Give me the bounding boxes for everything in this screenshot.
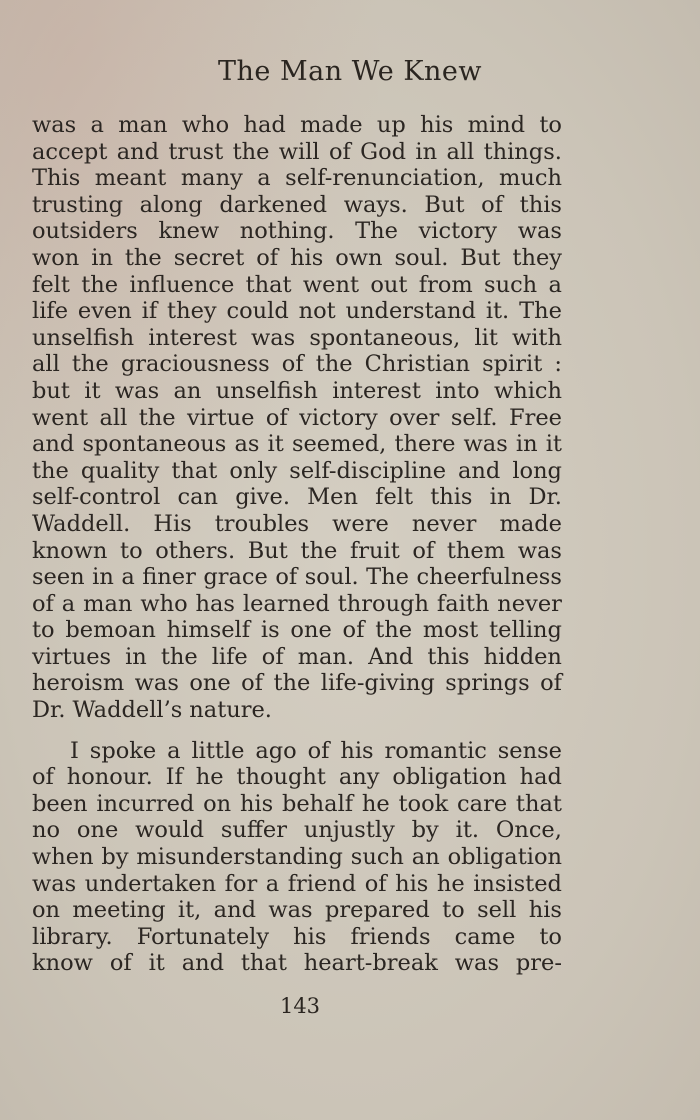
word: life [211, 643, 248, 670]
word: and [181, 950, 224, 977]
paragraph-gap [32, 724, 562, 738]
text-line [32, 165, 562, 192]
word: was [251, 324, 296, 351]
text-line [32, 897, 562, 924]
text-line [32, 738, 562, 765]
word: he [195, 764, 224, 791]
text-line [32, 139, 562, 166]
word: meant [94, 165, 167, 192]
page-number: 143 [279, 994, 321, 1018]
word: of [109, 950, 132, 977]
word: one [76, 817, 119, 844]
text-line [32, 192, 562, 219]
word: of [32, 590, 54, 617]
word: the [375, 617, 413, 644]
word: he [436, 870, 465, 897]
word: was [463, 431, 508, 458]
word: of [342, 617, 365, 644]
word: unjustly [303, 817, 395, 844]
word: it, [177, 897, 202, 924]
word: never [497, 590, 562, 617]
word: along [139, 191, 203, 218]
word: others. [155, 537, 236, 564]
word: But [460, 244, 501, 271]
word: heroism [32, 670, 125, 697]
word: that [171, 457, 218, 484]
word: one [189, 670, 231, 697]
word: the [315, 351, 353, 378]
word: his [290, 244, 324, 271]
word: life-giving [320, 670, 435, 697]
word: of [261, 643, 284, 670]
word: ways. [343, 191, 408, 218]
word: came [454, 923, 516, 950]
body-text [32, 112, 562, 977]
word: The [366, 564, 409, 591]
word: any [338, 764, 380, 791]
word: suffer [220, 817, 287, 844]
word: soul. [304, 564, 359, 591]
word: they [167, 298, 217, 325]
word: with [511, 324, 562, 351]
text-line [32, 325, 562, 352]
word: was [517, 218, 562, 245]
word: of [540, 670, 562, 697]
word: library. [32, 923, 113, 950]
word: not [298, 298, 336, 325]
text-line [32, 871, 562, 898]
word: and [116, 138, 160, 165]
word: learned [242, 590, 330, 617]
text-line [32, 564, 562, 591]
word: a [257, 165, 271, 192]
word: sell [477, 897, 517, 924]
word: the [124, 244, 162, 271]
word: was [32, 870, 77, 897]
word: long [512, 457, 562, 484]
text-line [32, 218, 562, 245]
word: is [260, 617, 280, 644]
word: hidden [483, 643, 562, 670]
word: Men [307, 484, 358, 511]
word: a [548, 271, 562, 298]
word: there [394, 431, 456, 458]
word: a [167, 737, 181, 764]
word: made [499, 510, 562, 537]
word: known [32, 537, 108, 564]
word: his [528, 897, 562, 924]
word: an [411, 844, 440, 871]
word: graciousness [120, 351, 270, 378]
word: went [32, 404, 89, 431]
word: But [424, 191, 465, 218]
word: of [32, 764, 54, 791]
text-line [32, 844, 562, 871]
word: made [300, 112, 363, 138]
word: self-control [32, 484, 161, 511]
word: Once, [495, 817, 562, 844]
word: by [101, 844, 129, 871]
word: his [293, 923, 327, 950]
word: his [239, 790, 274, 817]
word: has [195, 590, 235, 617]
word: prepared [324, 897, 430, 924]
word: who [181, 112, 230, 138]
word: out [370, 271, 408, 298]
word: romantic [384, 737, 487, 764]
word: accept [32, 138, 108, 165]
word: bemoan [65, 617, 156, 644]
word: friends [350, 923, 431, 950]
word: man [118, 112, 168, 138]
word: Christian [364, 351, 471, 378]
word: all [99, 404, 128, 431]
word: of [281, 351, 304, 378]
word: unselfish [215, 377, 318, 404]
word: of [481, 191, 504, 218]
word: spoke [89, 737, 157, 764]
text-line [32, 817, 562, 844]
paragraph [32, 738, 562, 977]
word: that [515, 790, 562, 817]
word: could [226, 298, 289, 325]
word: was [32, 112, 77, 138]
word: himself [166, 617, 251, 644]
word: took [398, 790, 449, 817]
word: in [125, 643, 147, 670]
word: who [140, 590, 188, 617]
word: in [489, 484, 512, 511]
word: troubles [214, 510, 310, 537]
word: was [268, 897, 313, 924]
running-head: The Man We Knew [218, 56, 482, 87]
word: most [422, 617, 479, 644]
word: misunderstanding [136, 844, 343, 871]
word: his [420, 112, 454, 138]
word: of [275, 564, 298, 591]
word: of [412, 537, 435, 564]
word: nothing. [239, 218, 335, 245]
word: life [32, 298, 69, 325]
word: in [92, 564, 114, 591]
word: the [138, 404, 176, 431]
paragraph [32, 112, 562, 724]
word: I [70, 737, 79, 764]
text-line [32, 617, 562, 644]
word: virtue [186, 404, 255, 431]
word: to [120, 537, 143, 564]
word: God [360, 138, 407, 165]
word: trusting [32, 191, 123, 218]
word: on [203, 790, 232, 817]
word: Fortunately [136, 923, 270, 950]
word: of [241, 670, 264, 697]
word: friend [287, 870, 357, 897]
word: no [32, 817, 61, 844]
word: won [32, 244, 80, 271]
word: The [355, 218, 398, 245]
word: : [554, 351, 562, 378]
word: care [457, 790, 508, 817]
word: over [389, 404, 440, 431]
text-line [32, 351, 562, 378]
word: of [265, 404, 288, 431]
word: this [430, 484, 473, 511]
word: This [32, 165, 81, 192]
word: self. [450, 404, 498, 431]
word: telling [489, 617, 562, 644]
word: little [191, 737, 245, 764]
word: one [290, 617, 332, 644]
word: much [499, 165, 562, 192]
word: the [300, 537, 338, 564]
word: meeting [72, 897, 166, 924]
word: the [160, 643, 198, 670]
word: never [411, 510, 477, 537]
word: mind [467, 112, 526, 138]
word: as [234, 431, 260, 458]
word: can [177, 484, 219, 511]
word: know [32, 950, 93, 977]
word: Waddell. [32, 510, 131, 537]
word: grace [203, 564, 268, 591]
word: knew [158, 218, 220, 245]
word: honour. [66, 764, 153, 791]
word: in [91, 244, 113, 271]
word: all [32, 351, 60, 378]
text-line [32, 644, 562, 671]
word: and [32, 431, 75, 458]
text-line [32, 298, 562, 325]
word: cheerfulness [416, 564, 562, 591]
text-line [32, 538, 562, 565]
word: His [153, 510, 192, 537]
word: this [519, 191, 562, 218]
word: a [90, 112, 104, 138]
word: only [229, 457, 278, 484]
word: would [135, 817, 205, 844]
word: to [442, 897, 465, 924]
word: quality [80, 457, 160, 484]
word: darkened [219, 191, 328, 218]
word: seemed, [291, 431, 387, 458]
word: of [307, 737, 330, 764]
word: Dr. [32, 697, 66, 724]
word: on [32, 897, 61, 924]
word: even [77, 298, 132, 325]
word: it. [455, 817, 480, 844]
word: this [427, 643, 470, 670]
word: self-renunciation, [285, 165, 485, 192]
word: sense [497, 737, 562, 764]
word: things. [483, 138, 562, 165]
word: virtues [32, 643, 112, 670]
word: when [32, 844, 94, 871]
word: secret [173, 244, 245, 271]
word: incurred [96, 790, 195, 817]
word: if [141, 298, 158, 325]
word: an [173, 377, 202, 404]
word: to [539, 923, 562, 950]
word: Dr. [528, 484, 562, 511]
word: heart-break [303, 950, 438, 977]
word: by [411, 817, 439, 844]
text-line [32, 764, 562, 791]
word: he [361, 790, 390, 817]
text-line [32, 245, 562, 272]
word: they [512, 244, 562, 271]
word: and [458, 457, 501, 484]
word: it [84, 377, 101, 404]
word: victory [418, 218, 498, 245]
word: it [267, 431, 284, 458]
word: the [81, 271, 119, 298]
text-line [32, 405, 562, 432]
word: But [247, 537, 288, 564]
word: spirit [482, 351, 543, 378]
word: unselfish [32, 324, 135, 351]
word: in [515, 431, 538, 458]
word: obligation [392, 764, 507, 791]
word: nature. [189, 697, 272, 724]
word: and [213, 897, 256, 924]
word: own [335, 244, 383, 271]
word: was [134, 670, 179, 697]
word: the [273, 670, 311, 697]
word: a [61, 590, 76, 617]
word: was [114, 377, 160, 404]
text-line [32, 591, 562, 618]
word: undertaken [84, 870, 217, 897]
word: self-discipline [289, 457, 447, 484]
text-line [32, 272, 562, 299]
word: a [265, 870, 280, 897]
word: of [256, 244, 279, 271]
word: the [71, 351, 109, 378]
word: it. [485, 298, 510, 325]
word: interest [332, 377, 421, 404]
word: insisted [473, 870, 562, 897]
text-line [32, 791, 562, 818]
word: The [519, 298, 562, 325]
word: but [32, 377, 70, 404]
word: had [243, 112, 286, 138]
word: behalf [281, 790, 354, 817]
word: thought [236, 764, 326, 791]
word: felt [32, 271, 70, 298]
word: felt [375, 484, 414, 511]
word: in [415, 138, 438, 165]
word: them [446, 537, 506, 564]
word: up [376, 112, 406, 138]
text-line [32, 511, 562, 538]
word: If [165, 764, 183, 791]
word: faith [436, 590, 490, 617]
word: soul. [394, 244, 449, 271]
word: which [493, 377, 562, 404]
word: understand [345, 298, 476, 325]
word: were [332, 510, 389, 537]
word: from [418, 271, 473, 298]
word: finer [142, 564, 196, 591]
word: of [364, 870, 387, 897]
word: lit [474, 324, 498, 351]
word: And [368, 643, 414, 670]
word: obligation [447, 844, 562, 871]
word: trust [168, 138, 224, 165]
word: will [278, 138, 320, 165]
word: for [224, 870, 258, 897]
word: ago [255, 737, 297, 764]
word: give. [235, 484, 290, 511]
word: the [32, 457, 69, 484]
word: springs [445, 670, 530, 697]
word: Free [508, 404, 562, 431]
word: man [83, 590, 133, 617]
word: that [245, 271, 292, 298]
word: spontaneous, [309, 324, 461, 351]
word: interest [148, 324, 237, 351]
word: it [148, 950, 165, 977]
word: such [350, 844, 404, 871]
word: his [395, 870, 429, 897]
word: it [545, 431, 562, 458]
word: outsiders [32, 218, 138, 245]
word: was [454, 950, 500, 977]
word: to [539, 112, 562, 138]
text-line [32, 431, 562, 458]
word: many [180, 165, 243, 192]
word: Waddell’s [72, 697, 183, 724]
word: of [328, 138, 351, 165]
word: had [519, 764, 562, 791]
word: spontaneous [82, 431, 227, 458]
text-line [32, 484, 562, 511]
word: fruit [349, 537, 400, 564]
text-line [32, 950, 562, 977]
word: all [446, 138, 475, 165]
word: influence [129, 271, 235, 298]
word: to [32, 617, 55, 644]
word: seen [32, 564, 85, 591]
word: been [32, 790, 88, 817]
word: victory [299, 404, 378, 431]
word: a [121, 564, 135, 591]
word: such [484, 271, 538, 298]
word: into [435, 377, 480, 404]
text-line [32, 697, 562, 724]
text-line [32, 670, 562, 697]
word: went [302, 271, 360, 298]
text-line [32, 458, 562, 485]
word: was [517, 537, 562, 564]
text-line [32, 924, 562, 951]
word: through [337, 590, 429, 617]
word: pre- [515, 950, 562, 977]
word: the [232, 138, 270, 165]
word: his [340, 737, 374, 764]
word: man. [297, 643, 355, 670]
text-line [32, 112, 562, 139]
word: that [240, 950, 287, 977]
text-line [32, 378, 562, 405]
